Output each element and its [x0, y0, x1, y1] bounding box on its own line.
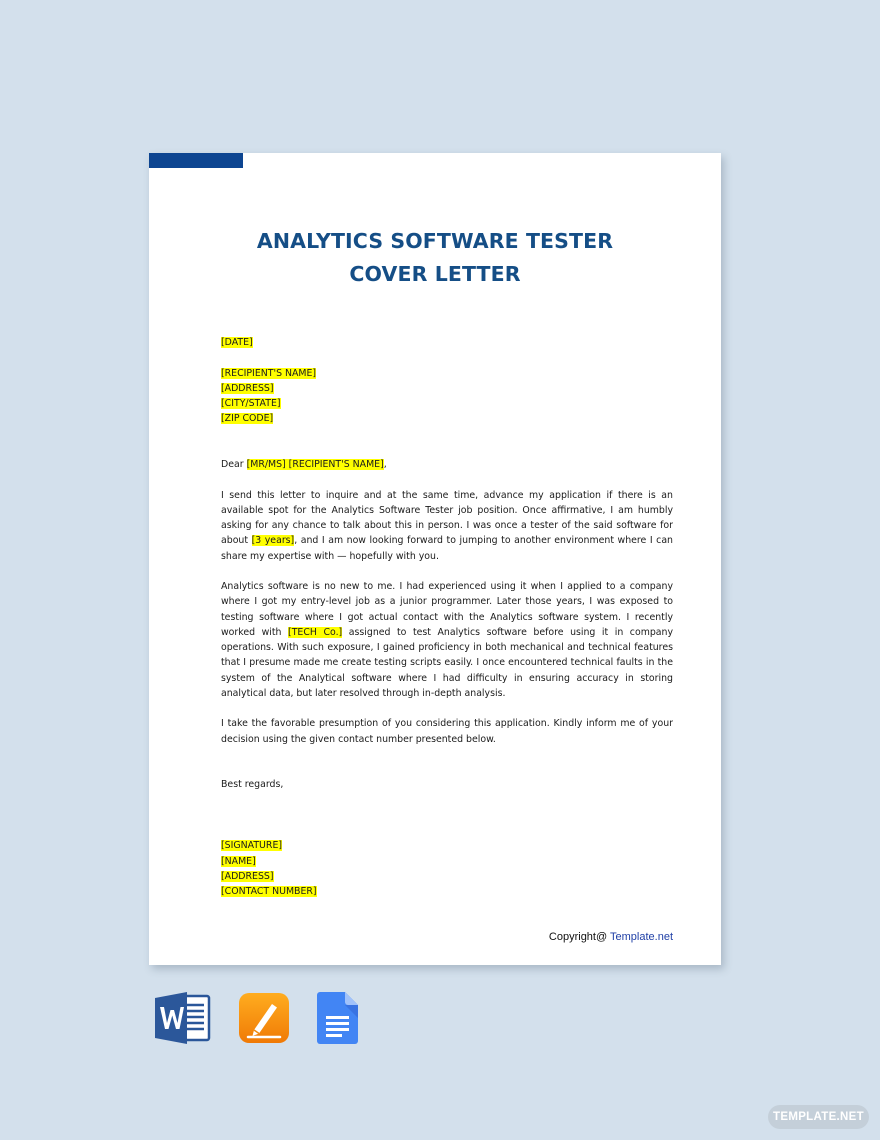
copyright-label: Copyright@: [548, 931, 611, 943]
document-title: [149, 225, 721, 291]
recipient-zip-placeholder: [ZIP CODE]: [221, 413, 274, 425]
apple-pages-icon[interactable]: [238, 992, 290, 1044]
greeting-placeholder: [MR/MS] [RECIPIENT'S NAME]: [246, 459, 384, 470]
microsoft-word-icon[interactable]: [155, 992, 211, 1044]
template-net-watermark[interactable]: TEMPLATE.NET: [768, 1105, 869, 1129]
paragraph-1-text-a: I send this letter to inquire and at the same time, advance my application if there is an available spot for the Analytics Software Tester job position. Once affirmative, I am humbly asking for any chance to talk about this in person. I was once a tester of the said software for about: [221, 489, 673, 547]
company-placeholder: [TECH Co.]: [288, 626, 343, 638]
recipient-name-placeholder: [RECIPIENT'S NAME]: [221, 367, 317, 379]
google-docs-icon[interactable]: [317, 992, 359, 1044]
paragraph-2-text-a: Analytics software is no new to me. I had experienced using it when I applied to a company where I got my entry-level job as a junior programmer. Later those years, I was exposed to testing software where I got actual contact with the Analytics software system. I recently worked with: [221, 581, 673, 638]
years-placeholder: [3 years]: [251, 535, 295, 547]
paragraph-2-text-b: assigned to test Analytics software before using it in company operations. With such exposure, I gained proficiency in both mechanical and technical features that I presume made me create testing scripts easily. I once encountered technical faults in the system of the Analytical software where I had difficulty in ensuring accuracy in storing analytical data, but later resolved through in-depth analysis.: [221, 626, 674, 699]
recipient-city-placeholder: [CITY/STATE]: [221, 398, 281, 409]
greeting-suffix: ,: [383, 459, 387, 470]
paragraph-1-text-b: , and I am now looking forward to jumping to another environment where I can share my expertise with — hopefully with you.: [221, 535, 674, 562]
contact-number-placeholder: [CONTACT NUMBER]: [221, 886, 317, 897]
paragraph-3: I take the favorable presumption of you considering this application. Kindly inform me of your decision using the given contact number presented below.: [221, 718, 673, 745]
paragraph-2: [221, 579, 673, 701]
letter-page: [149, 153, 721, 965]
date-placeholder: [DATE]: [221, 337, 253, 348]
greeting: [221, 457, 673, 472]
paragraph-1: [221, 488, 673, 564]
copyright-notice: [549, 931, 673, 943]
recipient-address-placeholder: [ADDRESS]: [221, 382, 274, 394]
greeting-prefix: Dear: [221, 459, 247, 470]
letter-body: [221, 335, 673, 899]
title-line-1: ANALYTICS SOFTWARE TESTER: [256, 229, 614, 253]
sender-name-placeholder: [NAME]: [221, 855, 256, 867]
accent-bar: [149, 153, 243, 168]
title-line-2: COVER LETTER: [349, 262, 521, 286]
sender-address-placeholder: [ADDRESS]: [221, 870, 274, 882]
template-net-link[interactable]: Template.net: [610, 931, 673, 943]
signature-placeholder: [SIGNATURE]: [221, 840, 283, 852]
closing: Best regards,: [221, 779, 284, 791]
